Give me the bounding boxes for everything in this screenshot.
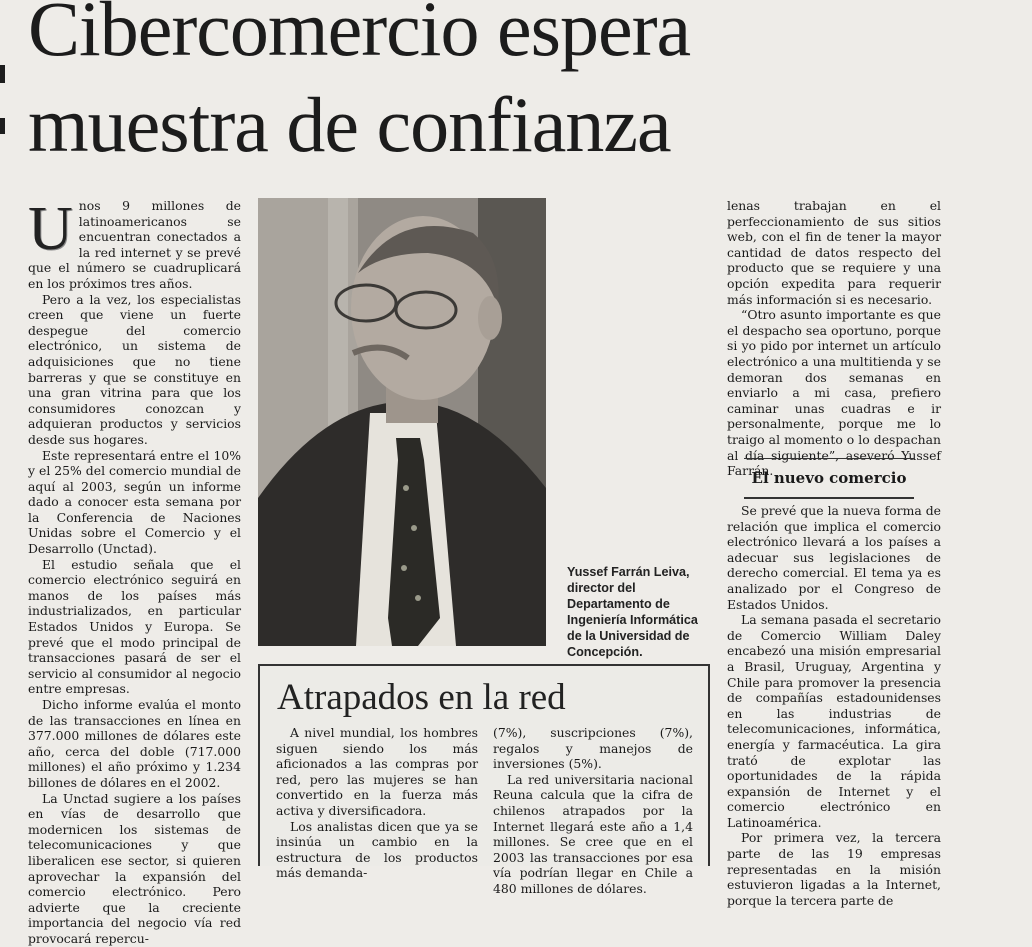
article-column-3 xyxy=(727,198,941,479)
margin-mark xyxy=(0,65,5,83)
sidebar-title: Atrapados en la red xyxy=(277,677,566,718)
quote-paragraph: “Otro asunto importante es que el despacho sea oportuno, porque si yo pido por internet un artículo electrónico a una multitienda y se demoran dos semanas en enviarlo a mi casa, prefiero caminar unas cuadras e ir personalmente, porque me lo traigo al momento o lo despachan al día siguiente”, aseveró Yussef Farrán. xyxy=(727,307,941,479)
body-paragraph: El estudio señala que el comercio electrónico seguirá en manos de los países más industrializados, en particular Estados Unidos y Europa. Se prevé que el modo principal de transacciones pasará de ser el servicio al consumidor al negocio entre empresas. xyxy=(28,556,241,697)
body-paragraph: lenas trabajan en el perfeccionamiento de sus sitios web, con el fin de tener la mayor cantidad de datos respecto del producto que se requiere y una opción expedita para requerir más información si es necesario. xyxy=(727,198,941,307)
margin-mark xyxy=(0,118,5,134)
portrait-illustration xyxy=(258,198,546,646)
sidebar-paragraph: La red universitaria nacional Reuna calcula que la cifra de chilenos atrapados por la Internet llegará este año a 1,4 millones. Se cree que en el 2003 las transacciones por esa vía podrían llegar en Chile a 480 millones de dólares. xyxy=(493,771,693,896)
sidebar-paragraph: A nivel mundial, los hombres siguen siendo los más aficionados a las compras por red, pero las mujeres se han convertido en la fuerza más activa y diversificadora. xyxy=(276,725,478,818)
body-paragraph: Se prevé que la nueva forma de relación que implica el comercio electrónico llevará a los países a adecuar sus legislaciones de derecho comercial. El tema ya es analizado por el Congreso de Estados Unidos. xyxy=(727,503,941,612)
body-paragraph: Pero a la vez, los especialistas creen que viene un fuerte despegue del comercio electrónico, un sistema de adquisiciones que no tiene barreras y que se constituye en una gran vitrina para que los consumidores conozcan y adquieran productos y servicios desde sus hogares. xyxy=(28,291,241,447)
section-subhead: El nuevo comercio xyxy=(744,458,914,499)
body-paragraph: La semana pasada el secretario de Comercio William Daley encabezó una misión empresarial a Brasil, Uruguay, Argentina y Chile para promover la presencia de compañías estadounidenses en las industrias de telecomunicaciones, informática, energía y farmacéutica. La gira trató de explotar las oportunidades de la rápida expansión de Internet y el comercio electrónico en Latinoamérica. xyxy=(727,612,941,830)
article-column-3-continued xyxy=(727,503,941,908)
sidebar-box xyxy=(258,664,710,896)
article-column-1 xyxy=(28,195,241,947)
body-paragraph: Dicho informe evalúa el monto de las transacciones en línea en 377.000 millones de dólares este año, cerca del doble (717.000 millones) el año próximo y 1.234 billones de dólares en el 2002. xyxy=(28,697,241,790)
body-paragraph: Por primera vez, la tercera parte de las 19 empresas representadas en la misión estuvieron ligadas a la Internet, porque la tercera parte de xyxy=(727,830,941,908)
portrait-photo xyxy=(258,198,546,646)
photo-caption: Yussef Farrán Leiva, director del Departamento de Ingeniería Informática de la Universidad de Concepción. xyxy=(567,565,698,659)
sidebar-paragraph: (7%), suscripciones (7%), regalos y manejos de inversiones (5%). xyxy=(493,725,693,772)
headline-line-1: Cibercomercio espera xyxy=(28,0,691,72)
headline-line-2: muestra de confianza xyxy=(28,81,671,168)
drop-cap: U xyxy=(28,195,73,263)
sidebar-paragraph: Los analistas dicen que ya se insinúa un cambio en la estructura de los productos más demanda- xyxy=(276,818,478,881)
body-paragraph: Este representará entre el 10% y el 25% del comercio mundial de aquí al 2003, según un informe dado a conocer esta semana por la Conferencia de Naciones Unidas sobre el Comercio y el Desarrollo (Unctad). xyxy=(28,447,241,557)
lead-paragraph xyxy=(28,195,241,292)
sidebar-column-right xyxy=(493,725,693,897)
lead-text: nos 9 millones de latinoamericanos se encuentran conectados a la red internet y se prevé que el número se cuadruplicará en los próximos tres años. xyxy=(28,198,241,291)
sidebar-column-left xyxy=(276,725,478,881)
body-paragraph: La Unctad sugiere a los países en vías de desarrollo que modernicen los sistemas de telecomunicaciones y que liberalicen ese sector, si quieren aprovechar la expansión del comercio electrónico. Pero advierte que la creciente importancia del negocio vía red provocará repercu- xyxy=(28,790,241,946)
